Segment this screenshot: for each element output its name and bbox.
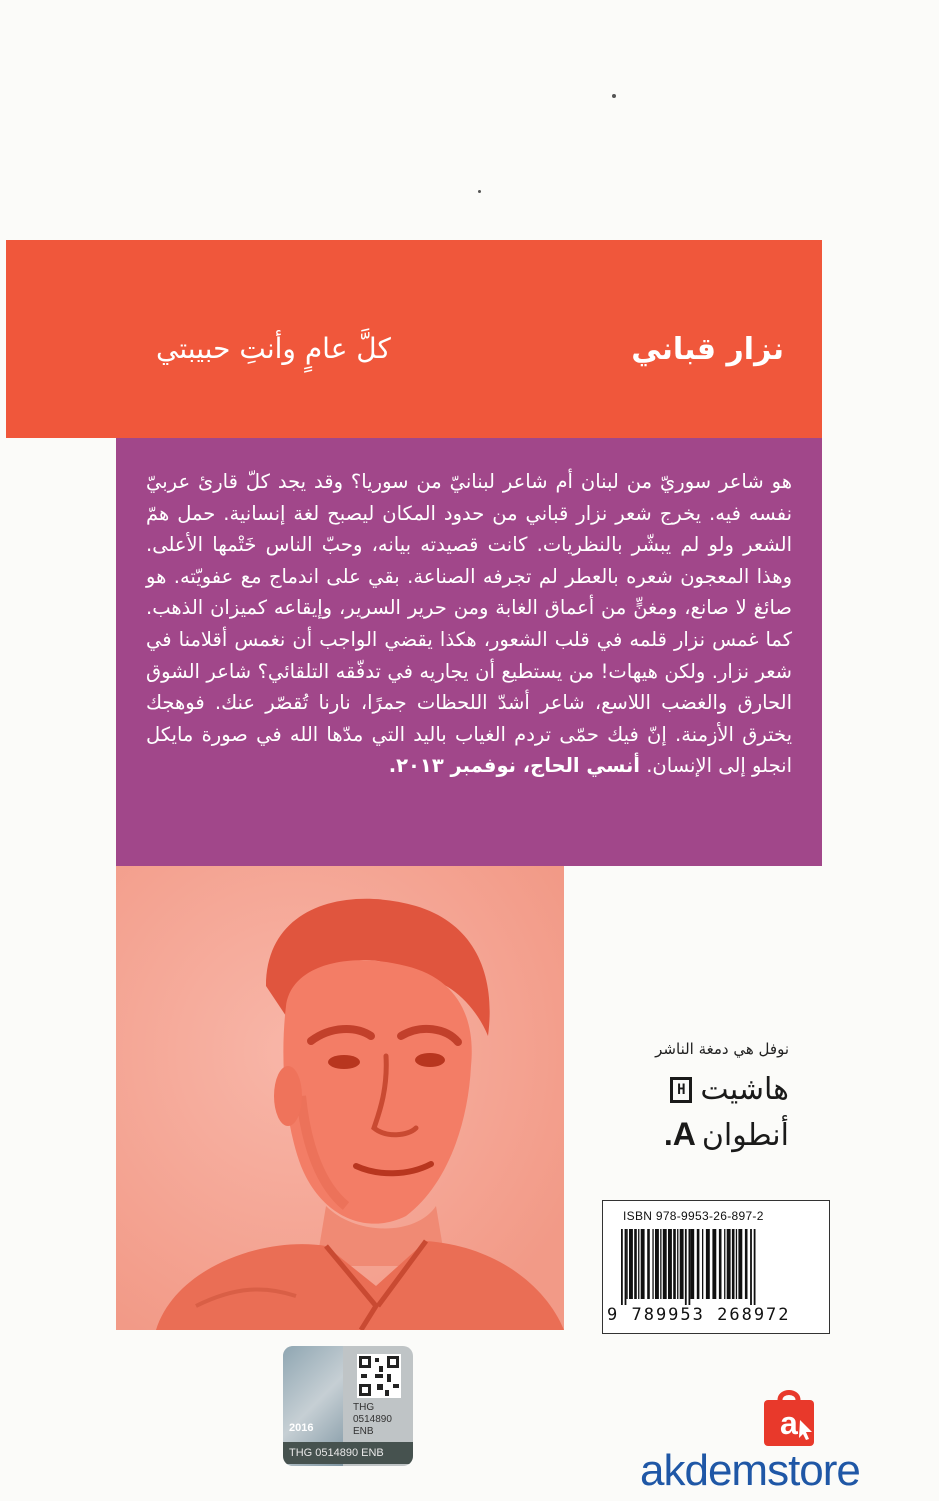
security-sticker: [283, 1346, 413, 1466]
barcode-bar: [660, 1229, 661, 1299]
barcode-bar: [745, 1229, 748, 1299]
barcode-bar: [738, 1229, 742, 1299]
barcode-bar: [621, 1229, 623, 1305]
speck: [612, 94, 616, 98]
barcode-bar: [625, 1229, 627, 1305]
barcode-bar: [702, 1229, 703, 1299]
blurb-signature: أنسي الحاج، نوفمبر ٢٠١٣.: [388, 754, 640, 778]
store-icon-letter: a: [780, 1405, 798, 1441]
barcode-bar: [689, 1229, 691, 1305]
publisher-name-line1: هاشيت: [700, 1072, 789, 1107]
sticker-year: 2016: [289, 1422, 314, 1434]
publisher-name-line2: أنطوان: [701, 1118, 789, 1153]
store-watermark: akdemstore: [640, 1446, 860, 1495]
barcode-bar: [638, 1229, 639, 1299]
shopping-bag-icon: [756, 1386, 822, 1450]
barcode-bar: [655, 1229, 659, 1299]
title-banner: [6, 240, 822, 438]
barcode-number: 9 789953 268972: [607, 1305, 791, 1325]
barcode-bar: [634, 1229, 637, 1299]
barcode-box: [602, 1200, 830, 1334]
sticker-code-line: ENB: [353, 1426, 374, 1437]
barcode-bar: [677, 1229, 678, 1299]
qr-code-icon: [357, 1354, 401, 1398]
barcode-bar: [690, 1229, 694, 1299]
barcode-bar: [626, 1229, 627, 1299]
hachette-box-icon: H: [670, 1077, 692, 1103]
sticker-strip: THG 0514890 ENB: [283, 1442, 413, 1464]
barcode-bar: [680, 1229, 684, 1299]
barcode-bar: [668, 1229, 672, 1299]
sticker-code-line: THG: [353, 1402, 375, 1413]
barcode-bar: [724, 1229, 725, 1299]
barcode-bar: [673, 1229, 676, 1299]
barcode-bar: [629, 1229, 633, 1299]
barcode-bar: [685, 1229, 687, 1305]
publisher-logo-antoine: [664, 1116, 789, 1153]
speck: [478, 190, 481, 193]
barcode-bar: [697, 1229, 700, 1299]
blurb-body: هو شاعر سوريّ من لبنان أم شاعر لبنانيّ من سوريا؟ وقد يجد كلّ قارئ عربيّ نفسه فيه. يخرج شعر نزار قباني من حدود المكان ليصبح لغة إنسانية. حمل همّ الشعر ولو لم يبشّر بالنظريات. كانت قصيدته بيانه، وحبّ الناس خَتْمها الأعلى. وهذا المعجون شعره بالعطر لم تجرفه الصناعة. بقي على اندماج مع عفويّته. هو صائغ لا صانع، ومغنٍّ من أعماق الغابة ومن حرير السرير، وإيقاعه كميزان الذهب. كما غمس نزار قلمه في قلب الشعور، هكذا يقضي الواجب أن نغمس أقلامنا في شعر نزار. ولكن هيهات! من يستطيع أن يجاريه في تدفّقه التلقائي؟ شاعر الشوق الحارق والغضب اللاسع، شاعر أشدّ اللحظات جمرًا، نارنا تُقصّر عنك. فوهجك يخترق الأزمنة. إنّ فيك حمّى تردم الغياب باليد التي مدّها الله في صورة مايكل انجلو إلى الإنسان.: [146, 470, 792, 778]
blurb-panel: [116, 438, 822, 866]
sticker-code: [353, 1402, 392, 1438]
barcode-bar: [706, 1229, 710, 1299]
barcode-bar: [647, 1229, 650, 1299]
publisher-logo-hachette: [670, 1072, 789, 1107]
barcode-bar: [712, 1229, 716, 1299]
antoine-mark: A.: [663, 1116, 696, 1152]
barcode-bar: [750, 1229, 752, 1305]
barcode-bar: [663, 1229, 667, 1299]
barcode-bar: [727, 1229, 731, 1299]
imprint-note: نوفل هي دمغة الناشر: [655, 1040, 789, 1058]
sticker-code-line: 0514890: [353, 1414, 392, 1425]
barcode-bar: [719, 1229, 722, 1299]
barcode-bars: [621, 1229, 811, 1305]
book-title: كلَّ عامٍ وأنتِ حبيبتي: [156, 332, 391, 365]
portrait-illustration: [116, 866, 564, 1330]
barcode-bar: [754, 1229, 756, 1305]
author-portrait: [116, 866, 564, 1330]
blurb-text: [146, 466, 792, 782]
isbn-text: ISBN 978-9953-26-897-2: [623, 1209, 764, 1223]
barcode-bar: [652, 1229, 653, 1299]
barcode-bar: [736, 1229, 737, 1299]
barcode-bar: [732, 1229, 735, 1299]
author-name: نزار قباني: [631, 332, 784, 367]
barcode-bar: [641, 1229, 645, 1299]
